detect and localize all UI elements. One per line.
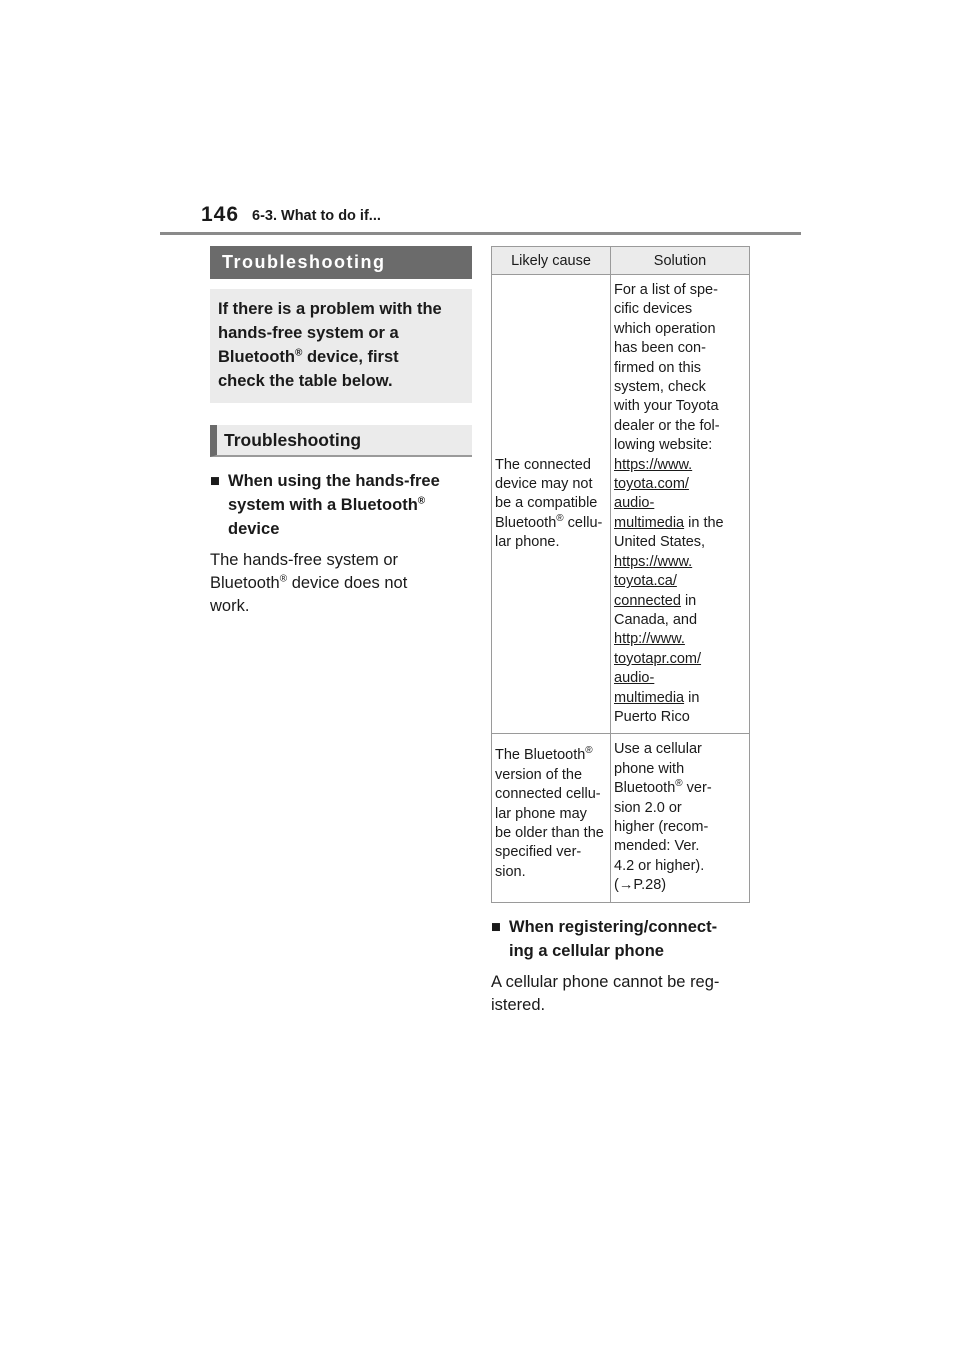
- table-row: [492, 275, 750, 734]
- table-header-row: [492, 247, 750, 275]
- left-column: [210, 246, 472, 618]
- square-bullet-icon: ■: [210, 472, 220, 490]
- column-header-cause: Likely cause: [492, 247, 611, 275]
- bullet-heading: ■ When registering/connect- ing a cellular phone: [491, 915, 750, 963]
- cause-cell: The connected device may not be a compatible Bluetooth® cellu- lar phone.: [492, 275, 611, 734]
- toyota-pr-link[interactable]: http://www.: [614, 631, 685, 648]
- symptom-text: A cellular phone cannot be reg- istered.: [491, 972, 720, 1014]
- toyota-pr-link[interactable]: audio-: [614, 670, 655, 687]
- solution-cell: For a list of spe- cific devices which operation has been con- firmed on this system, check with your Toyota dealer or the fol- lowing website: https://www. toyota.com/ audio- multimedia in the United States, https://www. toyota.ca/ connected in Canada, and http://www. toyotapr.com/ audio- multimedia in Puerto Rico: [611, 275, 750, 734]
- toyota-us-link[interactable]: https://www.: [614, 456, 693, 473]
- intro-box: [210, 289, 472, 403]
- toyota-ca-link[interactable]: https://www.: [614, 553, 693, 570]
- toyota-us-link[interactable]: toyota.com/: [614, 476, 689, 493]
- table-row: [492, 734, 750, 902]
- cause-cell: The Bluetooth® version of the connected cellu- lar phone may be older than the specified ver- sion.: [492, 734, 611, 902]
- toyota-us-link[interactable]: audio-: [614, 495, 655, 512]
- header-rule: [160, 232, 801, 235]
- troubleshooting-table: [491, 246, 750, 903]
- page-reference-link[interactable]: (→P.28): [614, 877, 667, 894]
- intro-line: If there is a problem with the: [218, 300, 442, 318]
- page-number: 146: [201, 203, 240, 226]
- square-bullet-icon: ■: [491, 917, 501, 936]
- main-title: Troubleshooting: [210, 246, 472, 279]
- right-column: [491, 246, 750, 1017]
- intro-line: check the table below.: [218, 372, 393, 390]
- intro-line: Bluetooth® device, first: [218, 347, 399, 366]
- toyota-ca-link[interactable]: toyota.ca/: [614, 573, 677, 590]
- sub-title: Troubleshooting: [210, 425, 472, 457]
- solution-cell: Use a cellular phone with Bluetooth® ver- sion 2.0 or higher (recom- mended: Ver. 4.2 or higher). (→P.28): [611, 734, 750, 902]
- bullet-heading: ■ When using the hands-free system with a Bluetooth® device: [210, 469, 472, 541]
- symptom-text: The hands-free system or Bluetooth® device does not work.: [210, 551, 408, 615]
- toyota-pr-link[interactable]: toyotapr.com/: [614, 650, 702, 667]
- intro-line: hands-free system or a: [218, 324, 399, 342]
- toyota-ca-link[interactable]: connected: [614, 592, 681, 609]
- toyota-us-link[interactable]: multimedia: [614, 514, 685, 531]
- toyota-pr-link[interactable]: multimedia: [614, 689, 685, 706]
- column-header-solution: Solution: [611, 247, 750, 275]
- section-header: 6-3. What to do if...: [252, 208, 381, 224]
